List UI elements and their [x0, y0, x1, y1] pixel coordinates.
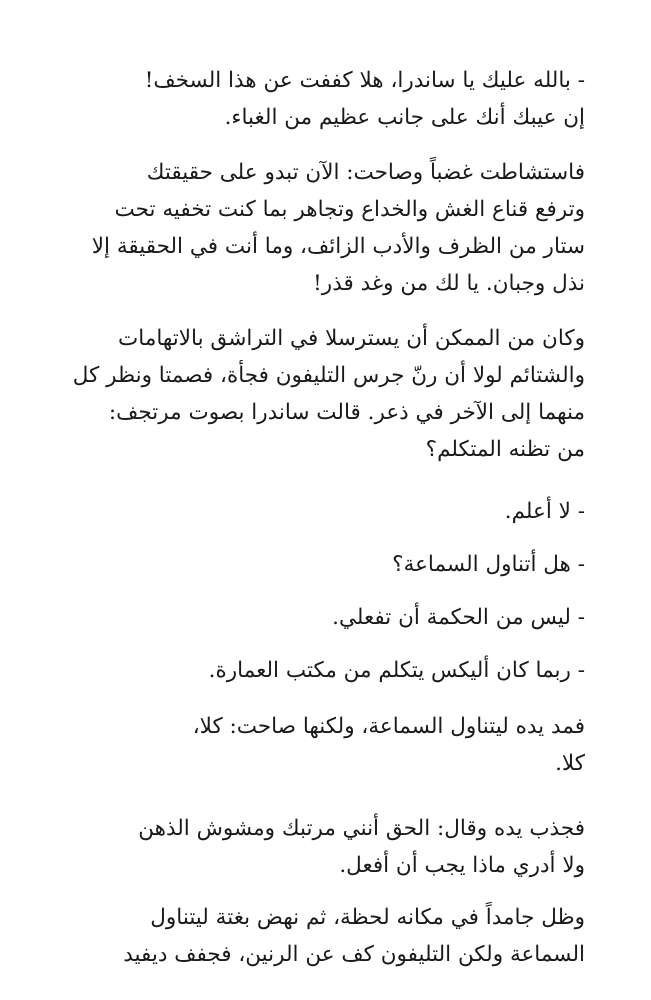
paragraph-phone-rings [62, 320, 585, 468]
paragraph-sandra-anger [62, 154, 585, 302]
paragraph-reach-receiver [62, 708, 585, 782]
text-line: فاستشاطت غضباً وصاحت: الآن تبدو على حقيقتك [146, 160, 585, 185]
text-line: فمد يده ليتناول السماعة، ولكنها صاحت: كلا، [192, 714, 585, 739]
dialogue-line [62, 546, 585, 583]
text-line: وترفع قناع الغش والخداع وتجاهر بما كنت تخفيه تحت [114, 197, 585, 222]
text-line: - هل أتناول السماعة؟ [392, 552, 585, 577]
text-line: وظل جامداً في مكانه لحظة، ثم نهض بغتة ليتناول [150, 905, 585, 930]
text-line: - ليس من الحكمة أن تفعلي. [332, 605, 585, 630]
paragraph-dialogue-david [62, 62, 585, 136]
text-line: ستار من الظرف والأدب الزائف، وما أنت في الحقيقة إلا [91, 234, 585, 259]
text-line: - بالله عليك يا ساندرا، هلا كففت عن هذا السخف! [144, 68, 585, 93]
paragraph-confused [62, 810, 585, 884]
text-line: إن عيبك أنك على جانب عظيم من الغباء. [224, 105, 585, 130]
text-line: وكان من الممكن أن يسترسلا في التراشق بالاتهامات [118, 326, 585, 351]
text-line: فجذب يده وقال: الحق أنني مرتبك ومشوش الذهن [138, 816, 585, 841]
text-line: منهما إلى الآخر في ذعر. قالت ساندرا بصوت مرتجف: [108, 400, 585, 425]
paragraph-phone-stops [62, 899, 585, 973]
text-line: من تظنه المتكلم؟ [425, 437, 585, 462]
text-line: نذل وجبان. يا لك من وغد قذر! [313, 271, 585, 296]
text-line: كلا. [555, 751, 585, 776]
text-line: ولا أدري ماذا يجب أن أفعل. [339, 853, 585, 878]
dialogue-line [62, 599, 585, 636]
text-line: السماعة ولكن التليفون كف عن الرنين، فجفف ديفيد [123, 942, 585, 967]
text-line: - ربما كان أليكس يتكلم من مكتب العمارة. [208, 658, 585, 683]
text-line: - لا أعلم. [504, 499, 585, 524]
dialogue-line [62, 652, 585, 689]
dialogue-line [62, 493, 585, 530]
text-line: والشتائم لولا أن رنّ جرس التليفون فجأة، فصمتا ونظر كل [72, 363, 585, 388]
